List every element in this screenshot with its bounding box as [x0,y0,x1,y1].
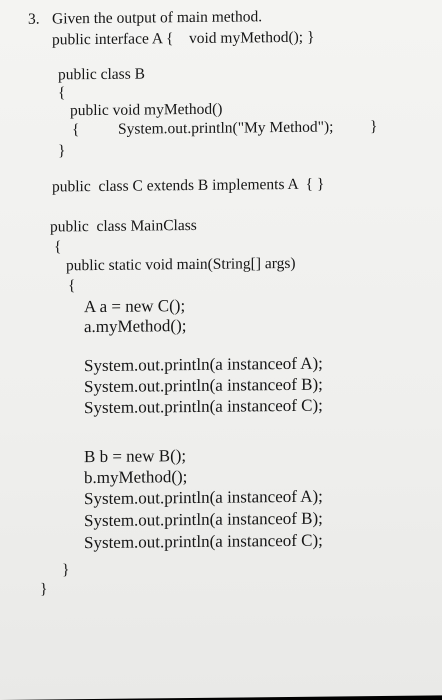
code-line: public class MainClass [50,216,197,236]
code-line: { [58,84,66,102]
code-line: { [72,121,80,139]
code-line: System.out.println(a instanceof C); [84,530,323,553]
code-line: A a = new C(); [84,296,186,317]
code-line: System.out.println(a instanceof A); [84,486,323,509]
code-line: public static void main(String[] args) [66,254,296,275]
code-line: public class B [58,65,145,84]
code-line: public void myMethod() [70,100,223,120]
code-line: System.out.println(a instanceof C); [84,395,323,418]
code-line: public interface A { void myMethod(); } [52,28,315,49]
code-line: a.myMethod(); [84,316,187,337]
code-line: System.out.println(a instanceof B); [84,508,323,531]
code-line: } [370,118,378,136]
code-line: } [62,561,70,579]
code-line: { [68,277,76,295]
question-number: 3. [28,10,40,28]
code-line: } [40,580,48,598]
code-line: System.out.println("My Method"); [118,118,334,138]
code-line: B b = new B(); [84,446,187,467]
code-line: b.myMethod(); [84,467,188,488]
code-line: public class C extends B implements A { } [52,175,325,196]
question-prompt: Given the output of main method. [52,8,263,28]
code-line: { [54,238,62,256]
code-line: System.out.println(a instanceof A); [84,353,323,376]
code-line: } [58,142,66,160]
code-line: System.out.println(a instanceof B); [84,374,323,397]
